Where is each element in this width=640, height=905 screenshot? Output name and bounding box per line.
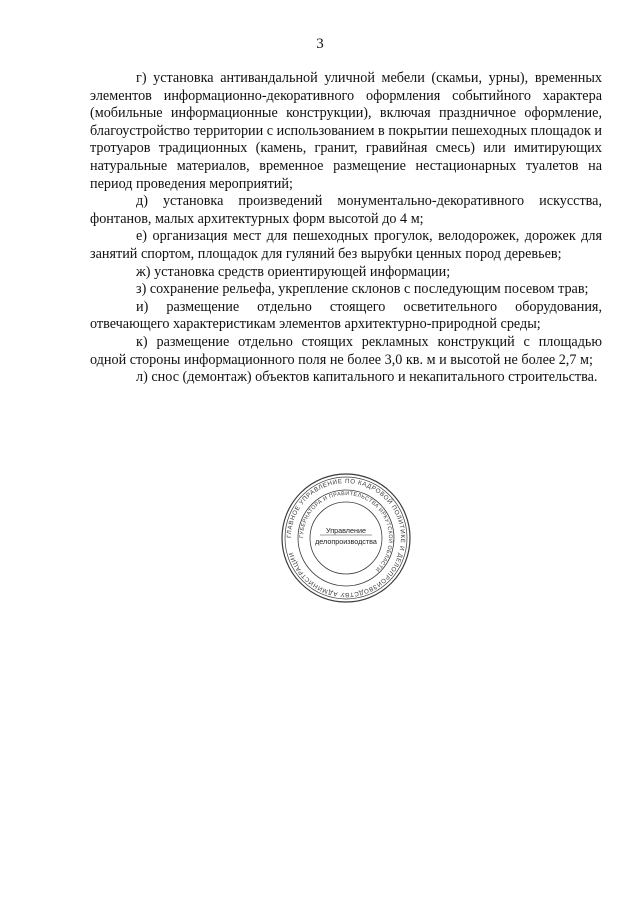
paragraph-g: г) установка антивандальной уличной мебели (скамьи, урны), временных элементов информационно-декоративного оформления событийного характера (мобильные информационные конструкции), включая праздничное оформление, благоустройство территории с использованием в покрытии пешеходных площадок и тротуаров традиционных (камень, гранит, гравийная смесь) или имитирующих натуральные материалов, временное размещение нестационарных туалетов на период проведения мероприятий; — [90, 70, 602, 192]
stamp-outer-text: ГЛАВНОЕ УПРАВЛЕНИЕ ПО КАДРОВОЙ ПОЛИТИКЕ И ДЕЛОПРОИЗВОДСТВУ АДМИНИСТРАЦИИ — [285, 477, 407, 599]
paragraph-z: з) сохранение рельефа, укрепление склонов с последующим посевом трав; — [136, 281, 589, 298]
paragraph-e: е) организация мест для пешеходных прогулок, велодорожек, дорожек для занятий спортом, площадок для гуляний без вырубки ценных пород деревьев; — [90, 228, 602, 262]
stamp-inner-text: ГУБЕРНАТОРА И ПРАВИТЕЛЬСТВА ИРКУТСКОЙ ОБЛАСТИ — [298, 490, 394, 573]
paragraph-k: к) размещение отдельно стоящих рекламных конструкций с площадью одной стороны информационного поля не более 3,0 кв. м и высотой не более 2,7 м; — [90, 333, 602, 368]
paragraph-i: и) размещение отдельно стоящего осветительного оборудования, отвечающего характеристикам элементов архитектурно-природной среды; — [90, 298, 602, 333]
paragraph-d: д) установка произведений монументально-декоративного искусства, фонтанов, малых архитектурных форм высотой до 4 м; — [90, 193, 602, 227]
stamp-center-line1: Управление — [326, 526, 366, 535]
stamp-center-line2: делопроизводства — [315, 537, 377, 546]
page-number: 3 — [316, 36, 324, 52]
official-stamp — [278, 470, 414, 606]
document-body — [90, 70, 602, 387]
paragraph-l: л) снос (демонтаж) объектов капитального и некапитального строительства. — [136, 369, 598, 386]
paragraph-zh: ж) установка средств ориентирующей информации; — [136, 263, 451, 280]
